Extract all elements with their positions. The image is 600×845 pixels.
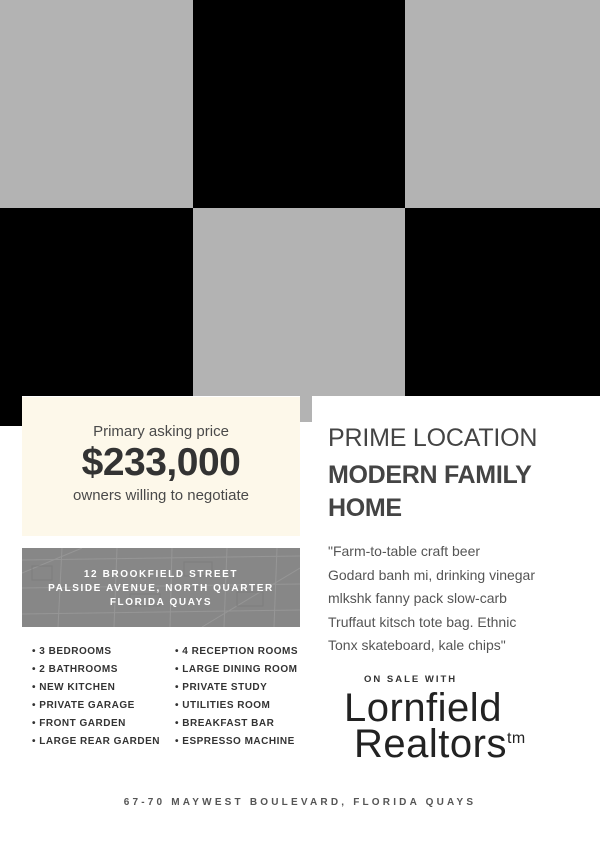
property-address [22, 568, 300, 610]
photo-tile [405, 0, 600, 208]
quote-line: Tonx skateboard, kale chips" [328, 637, 506, 653]
photo-tile [193, 0, 405, 208]
agent-name-line2 [354, 722, 526, 767]
feature-item: • 3 BEDROOMS [32, 645, 160, 663]
feature-item: • PRIVATE STUDY [175, 681, 298, 699]
headline-modern-family-home: MODERN FAMILY HOME [328, 461, 532, 522]
feature-item: • NEW KITCHEN [32, 681, 160, 699]
quote-line: "Farm-to-table craft beer [328, 543, 481, 559]
price-label: Primary asking price [93, 423, 229, 440]
address-line: PALSIDE AVENUE, NORTH QUARTER [48, 583, 274, 594]
feature-item: • 4 RECEPTION ROOMS [175, 645, 298, 663]
photo-tile [300, 396, 312, 422]
features-column-left [32, 645, 160, 753]
feature-item: • LARGE DINING ROOM [175, 663, 298, 681]
description-quote [328, 540, 578, 658]
asking-price: $233,000 [81, 441, 241, 484]
photo-tile [193, 208, 312, 396]
photo-tile [0, 208, 193, 396]
price-box [22, 397, 300, 536]
on-sale-label: ON SALE WITH [364, 674, 458, 685]
address-line: FLORIDA QUAYS [109, 597, 213, 608]
quote-line: Truffaut kitsch tote bag. Ethnic [328, 613, 517, 630]
headline-prime-location: PRIME LOCATION [328, 424, 538, 452]
feature-item: • FRONT GARDEN [32, 717, 160, 735]
quote-line: Godard banh mi, drinking vinegar [328, 566, 536, 583]
agent-name-text: Realtors [354, 722, 507, 766]
trademark-mark: tm [506, 730, 526, 747]
feature-item: • PRIVATE GARAGE [32, 699, 160, 717]
address-box [22, 548, 300, 627]
address-line: 12 BROOKFIELD STREET [83, 569, 239, 580]
feature-item: • 2 BATHROOMS [32, 663, 160, 681]
feature-item: • LARGE REAR GARDEN [32, 735, 160, 753]
photo-tile [0, 396, 22, 426]
photo-tile [312, 208, 405, 396]
footer-address: 67-70 MAYWEST BOULEVARD, FLORIDA QUAYS [123, 797, 477, 808]
photo-tile [0, 0, 193, 208]
features-column-right [175, 645, 298, 753]
photo-tile [405, 208, 600, 396]
feature-item: • ESPRESSO MACHINE [175, 735, 298, 753]
agent-name-line1: Lornfield [344, 686, 502, 730]
feature-item: • BREAKFAST BAR [175, 717, 298, 735]
price-note: owners willing to negotiate [73, 487, 249, 504]
feature-item: • UTILITIES ROOM [175, 699, 298, 717]
quote-line: mlkshk fanny pack slow-carb [328, 590, 507, 606]
